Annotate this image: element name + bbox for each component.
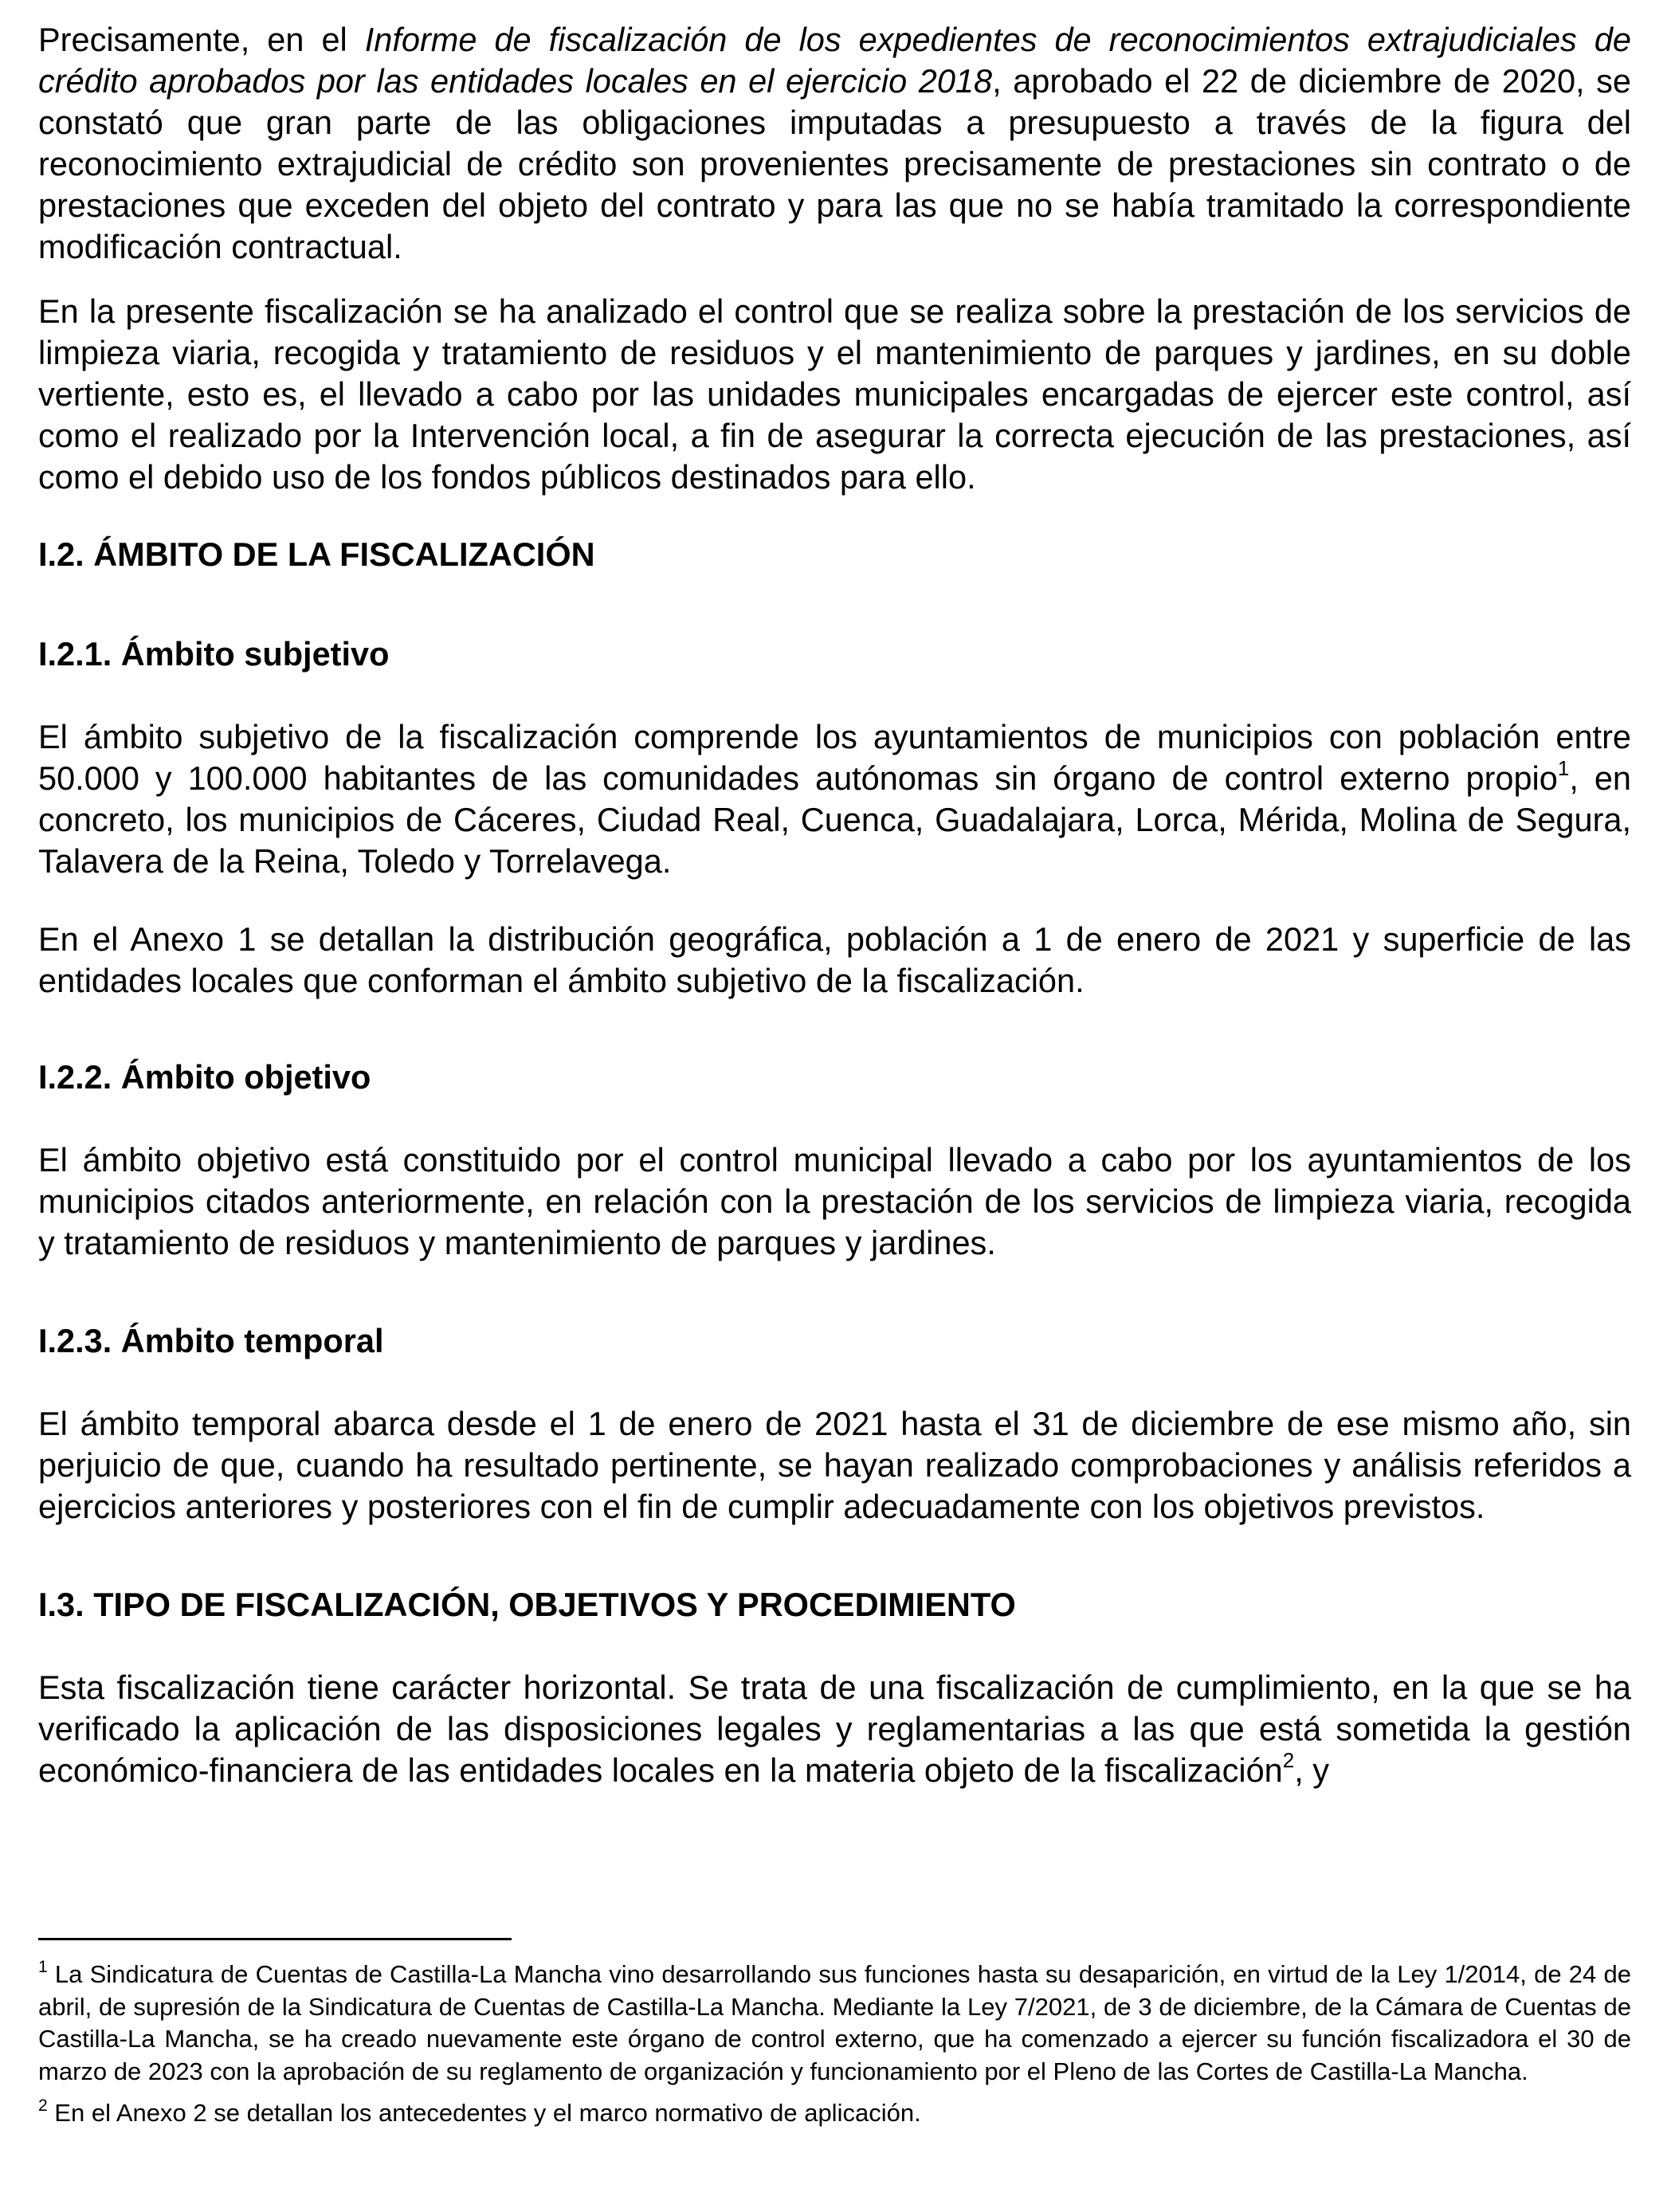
footnote-separator bbox=[38, 1938, 512, 1940]
footnote-number: 1 bbox=[38, 1957, 48, 1976]
heading-ambito-temporal: I.2.3. Ámbito temporal bbox=[38, 1322, 384, 1359]
footnote-ref-1[interactable]: 1 bbox=[1557, 756, 1570, 781]
paragraph-rest: , aprobado el 22 de diciembre de 2020, se constató que gran parte de las obligaciones imputadas a presupuesto a través de la figura del reconocimiento extrajudicial de crédito son provenientes precisamente de prestaciones sin contrato o de prestaciones que exceden del objeto del contrato y para las que no se había tramitado la correspondiente modificación contractual. bbox=[38, 62, 1631, 265]
paragraph-text: Esta fiscalización tiene carácter horizontal. Se trata de una fiscalización de cumplimiento, en la que se ha verificado la aplicación de las disposiciones legales y reglamentarias a las que está sometida la gestión económico-financiera de las entidades locales en la materia objeto de la fiscalización bbox=[38, 1669, 1631, 1789]
footnote-text: En el Anexo 2 se detallan los antecedentes y el marco normativo de aplicación. bbox=[47, 2099, 921, 2127]
heading-ambito-subjetivo: I.2.1. Ámbito subjetivo bbox=[38, 635, 390, 673]
paragraph-anexo-1: En el Anexo 1 se detallan la distribución geográfica, población a 1 de enero de 2021 y superficie de las entidades locales que conforman el ámbito subjetivo de la fiscalización. bbox=[38, 920, 1631, 999]
paragraph-ambito-objetivo: El ámbito objetivo está constituido por el control municipal llevado a cabo por los ayuntamientos de los municipios citados anteriormente, en relación con la prestación de los servicios de limpieza viaria, recogida y tratamiento de residuos y mantenimiento de parques y jardines. bbox=[38, 1141, 1631, 1261]
footnote-text: La Sindicatura de Cuentas de Castilla-La Mancha vino desarrollando sus funciones hasta su desaparición, en virtud de la Ley 1/2014, de 24 de abril, de supresión de la Sindicatura de Cuentas de Castilla-La Mancha. Mediante la Ley 7/2021, de 3 de diciembre, de la Cámara de Cuentas de Castilla-La Mancha, se ha creado nuevamente este órgano de control externo, que ha comenzado a ejercer su función fiscalizadora el 30 de marzo de 2023 con la aprobación de su reglamento de organización y funcionamiento por el Pleno de las Cortes de Castilla-La Mancha. bbox=[38, 1960, 1631, 2085]
footnote-1 bbox=[38, 1959, 1631, 2088]
paragraph-text: El ámbito subjetivo de la fiscalización comprende los ayuntamientos de municipios con población entre 50.000 y 100.000 habitantes de las comunidades autónomas sin órgano de control externo propio bbox=[38, 718, 1631, 797]
footnotes bbox=[38, 1959, 1631, 2130]
paragraph-ambito-temporal: El ámbito temporal abarca desde el 1 de enero de 2021 hasta el 31 de diciembre de ese mismo año, sin perjuicio de que, cuando ha resultado pertinente, se hayan realizado comprobaciones y análisis referidos a ejercicios anteriores y posteriores con el fin de cumplir adecuadamente con los objetivos previstos. bbox=[38, 1405, 1631, 1525]
paragraph-tipo-fiscalizacion bbox=[38, 1667, 1631, 1791]
footnote-2 bbox=[38, 2097, 1631, 2130]
paragraph-ambito-subjetivo bbox=[38, 716, 1631, 882]
footnote-ref-2[interactable]: 2 bbox=[1282, 1748, 1295, 1773]
paragraph-text-continued: , en concreto, los municipios de Cáceres, Ciudad Real, Cuenca, Guadalajara, Lorca, Mérida, Molina de Segura, Talavera de la Reina, Toledo y Torrelavega. bbox=[38, 759, 1631, 880]
heading-ambito-objetivo: I.2.2. Ámbito objetivo bbox=[38, 1058, 371, 1096]
report-title-italic: Informe de fiscalización de los expedientes de reconocimientos extrajudiciales de crédito aprobados por las entidades locales en el ejercicio 2018 bbox=[38, 21, 1631, 100]
document-body bbox=[38, 19, 1631, 1791]
paragraph-previous-report bbox=[38, 19, 1631, 268]
paragraph-lead: Precisamente, en el bbox=[38, 21, 365, 58]
heading-ambito-fiscalizacion: I.2. ÁMBITO DE LA FISCALIZACIÓN bbox=[38, 535, 595, 573]
heading-tipo-fiscalizacion: I.3. TIPO DE FISCALIZACIÓN, OBJETIVOS Y PROCEDIMIENTO bbox=[38, 1586, 1016, 1623]
paragraph-text-continued: , y bbox=[1294, 1751, 1330, 1789]
footnote-number: 2 bbox=[38, 2096, 48, 2115]
paragraph-scope-analysis: En la presente fiscalización se ha analizado el control que se realiza sobre la prestación de los servicios de limpieza viaria, recogida y tratamiento de residuos y el mantenimiento de parques y jardines, en su doble vertiente, esto es, el llevado a cabo por las unidades municipales encargadas de ejercer este control, así como el realizado por la Intervención local, a fin de asegurar la correcta ejecución de las prestaciones, así como el debido uso de los fondos públicos destinados para ello. bbox=[38, 292, 1631, 496]
